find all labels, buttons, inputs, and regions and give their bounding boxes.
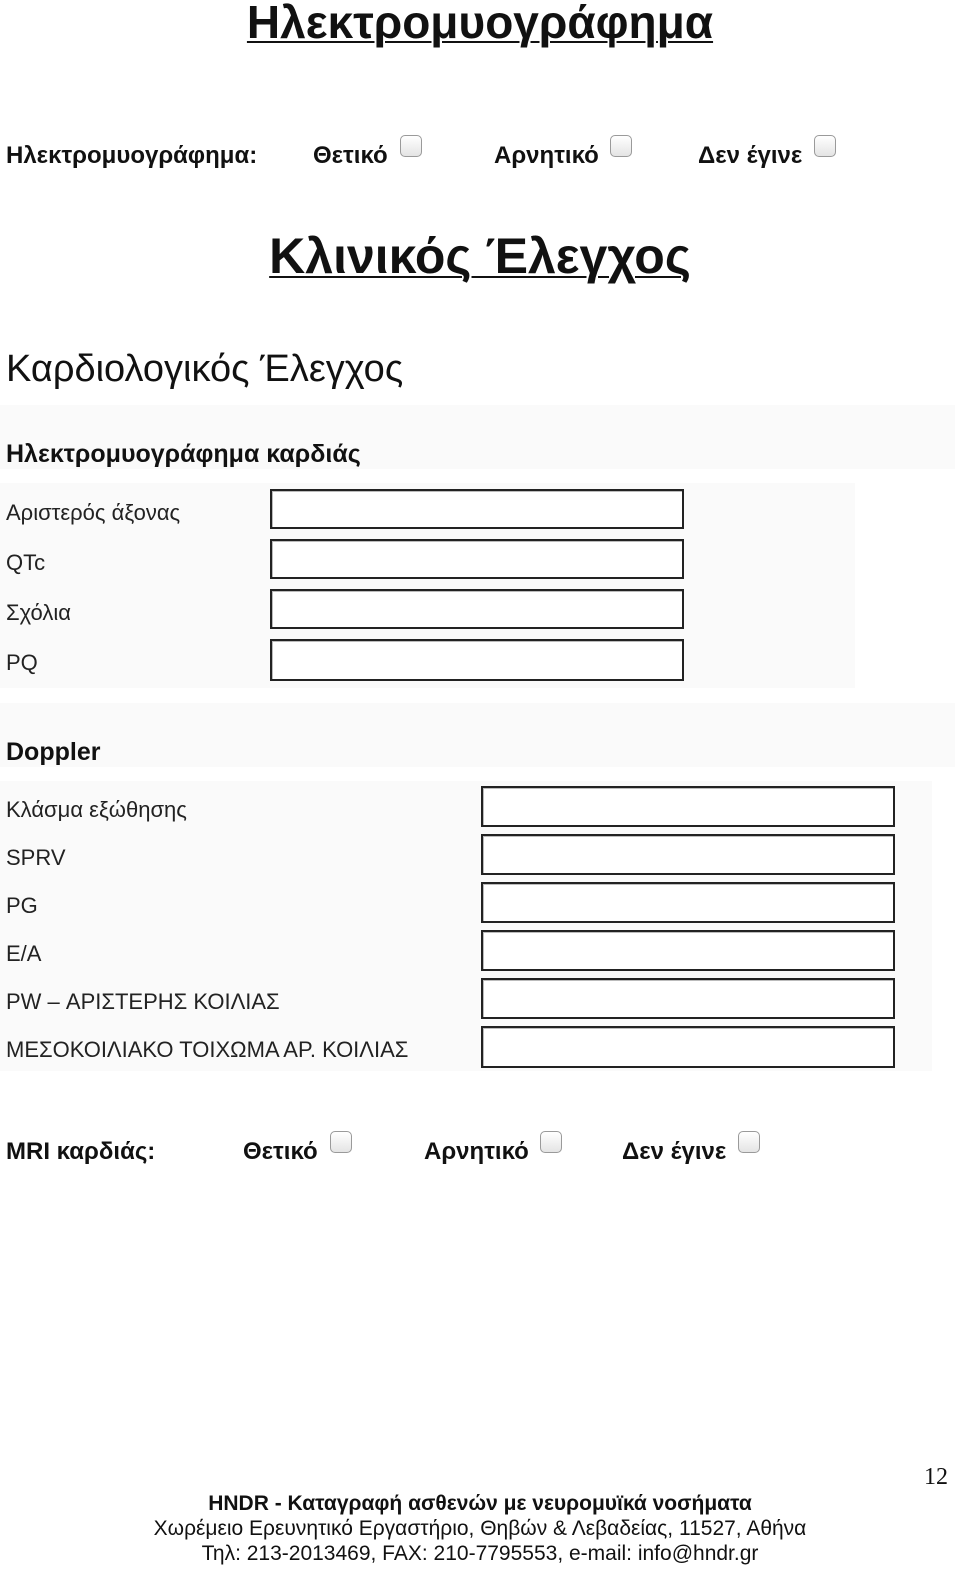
mri-notdone-checkbox[interactable] xyxy=(738,1131,760,1153)
page-number: 12 xyxy=(924,1464,948,1490)
mri-option-notdone-label: Δεν έγινε xyxy=(622,1138,727,1165)
field-label-sprv: SPRV xyxy=(6,845,66,870)
mri-option-negative-label: Αρνητικό xyxy=(424,1138,529,1165)
pg-input[interactable] xyxy=(481,882,895,923)
emg-option-negative-label: Αρνητικό xyxy=(494,142,599,169)
emg-negative-checkbox[interactable] xyxy=(610,135,632,157)
ejection-fraction-input[interactable] xyxy=(481,786,895,827)
page-title: Ηλεκτρομυογράφημα xyxy=(246,0,714,48)
left-axis-input[interactable] xyxy=(270,489,684,529)
field-label-left-axis: Αριστερός άξονας xyxy=(6,500,181,525)
field-label-ejection-fraction: Κλάσμα εξώθησης xyxy=(6,797,187,822)
mri-positive-checkbox[interactable] xyxy=(330,1131,352,1153)
pq-input[interactable] xyxy=(270,639,684,681)
ecg-heading: Ηλεκτρομυογράφημα καρδιάς xyxy=(6,440,361,468)
doppler-heading: Doppler xyxy=(6,738,101,766)
mri-negative-checkbox[interactable] xyxy=(540,1131,562,1153)
doppler-header-band xyxy=(0,703,955,767)
field-label-pw-left-ventricle: PW – ΑΡΙΣΤΕΡΗΣ ΚΟΙΛΙΑΣ xyxy=(6,989,280,1014)
field-label-pq: PQ xyxy=(6,650,38,675)
footer-line-2: Χωρέμειο Ερευνητικό Εργαστήριο, Θηβών & Λεβαδείας, 11527, Αθήνα xyxy=(153,1517,807,1540)
qtc-input[interactable] xyxy=(270,539,684,579)
pw-left-ventricle-input[interactable] xyxy=(481,978,895,1019)
ea-input[interactable] xyxy=(481,930,895,971)
emg-positive-checkbox[interactable] xyxy=(400,135,422,157)
septum-input[interactable] xyxy=(481,1026,895,1068)
emg-label: Ηλεκτρομυογράφημα: xyxy=(6,142,258,169)
sprv-input[interactable] xyxy=(481,834,895,875)
comments-input[interactable] xyxy=(270,589,684,629)
footer-line-3: Τηλ: 213-2013469, FAX: 210-7795553, e-mail: info@hndr.gr xyxy=(201,1542,759,1565)
clinical-title: Κλινικός Έλεγχος xyxy=(269,228,691,284)
cardio-title: Καρδιολογικός Έλεγχος xyxy=(6,348,404,390)
emg-option-notdone-label: Δεν έγινε xyxy=(698,142,803,169)
field-label-septum: ΜΕΣΟΚΟΙΛΙΑΚΟ ΤΟΙΧΩΜΑ ΑΡ. ΚΟΙΛΙΑΣ xyxy=(6,1037,409,1062)
emg-notdone-checkbox[interactable] xyxy=(814,135,836,157)
field-label-qtc: QTc xyxy=(6,550,46,575)
footer-line-1: HNDR - Καταγραφή ασθενών με νευρομυϊκά νοσήματα xyxy=(208,1492,752,1515)
emg-option-positive-label: Θετικό xyxy=(313,142,388,169)
field-label-pg: PG xyxy=(6,893,38,918)
field-label-comments: Σχόλια xyxy=(6,600,71,625)
mri-option-positive-label: Θετικό xyxy=(243,1138,318,1165)
mri-label: MRI καρδιάς: xyxy=(6,1138,156,1165)
field-label-ea: E/A xyxy=(6,941,42,966)
